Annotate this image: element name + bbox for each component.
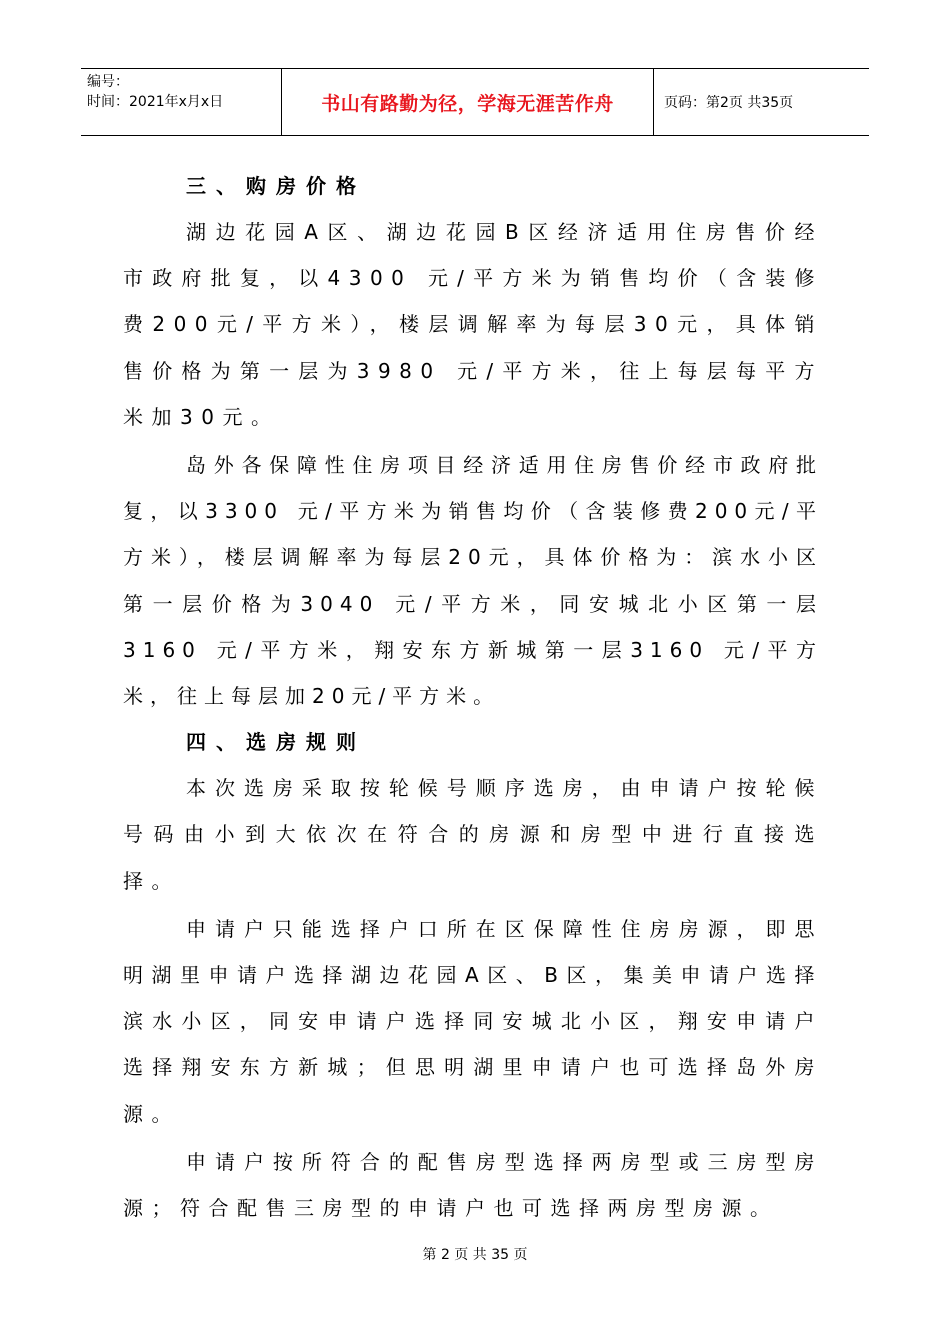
paragraph-rules-district: 申请户只能选择户口所在区保障性住房房源，即思明湖里申请户选择湖边花园A区、B区，集美申请户选择滨水小区，同安申请户选择同安城北小区，翔安申请户选择翔安东方新城；但思明湖里申请户也可选择岛外房源。	[123, 916, 823, 1126]
page-header	[81, 68, 869, 136]
header-meta	[81, 69, 282, 135]
document-number-label: 编号：	[87, 74, 129, 90]
footer-page-number: 第 2 页 共 35 页	[422, 1247, 528, 1263]
document-body	[123, 163, 823, 1231]
paragraph-rules-order: 本次选房采取按轮候号顺序选房，由申请户按轮候号码由小到大依次在符合的房源和房型中进行直接选择。	[123, 776, 823, 893]
header-page-label: 页码：第2页 共35页	[664, 95, 794, 111]
document-date-label: 时间：2021年x月x日	[87, 94, 224, 110]
section-heading-price: 三、购房价格	[186, 174, 366, 198]
paragraph-price-island: 湖边花园A区、湖边花园B区经济适用住房售价经市政府批复，以4300 元/平方米为销售均价（含装修费200元/平方米），楼层调解率为每层30元，具体销售价格为第一层为3980 元/平方米，往上每层每平方米加30元。	[123, 220, 823, 429]
section-heading-rules: 四、选房规则	[186, 730, 366, 755]
header-slogan: 书山有路勤为径，学海无涯苦作舟	[282, 69, 654, 135]
paragraph-rules-type: 申请户按所符合的配售房型选择两房型或三房型房源；符合配售三房型的申请户也可选择两房型房源。	[123, 1149, 823, 1221]
paragraph-price-outer: 岛外各保障性住房项目经济适用住房售价经市政府批复，以3300 元/平方米为销售均价（含装修费200元/平方米），楼层调解率为每层20元，具体价格为：滨水小区第一层价格为3040 元/平方米，同安城北小区第一层3160 元/平方米，翔安东方新城第一层3160 元/平方米，往上每层加20元/平方米。	[123, 453, 823, 709]
page-footer	[0, 1244, 950, 1264]
